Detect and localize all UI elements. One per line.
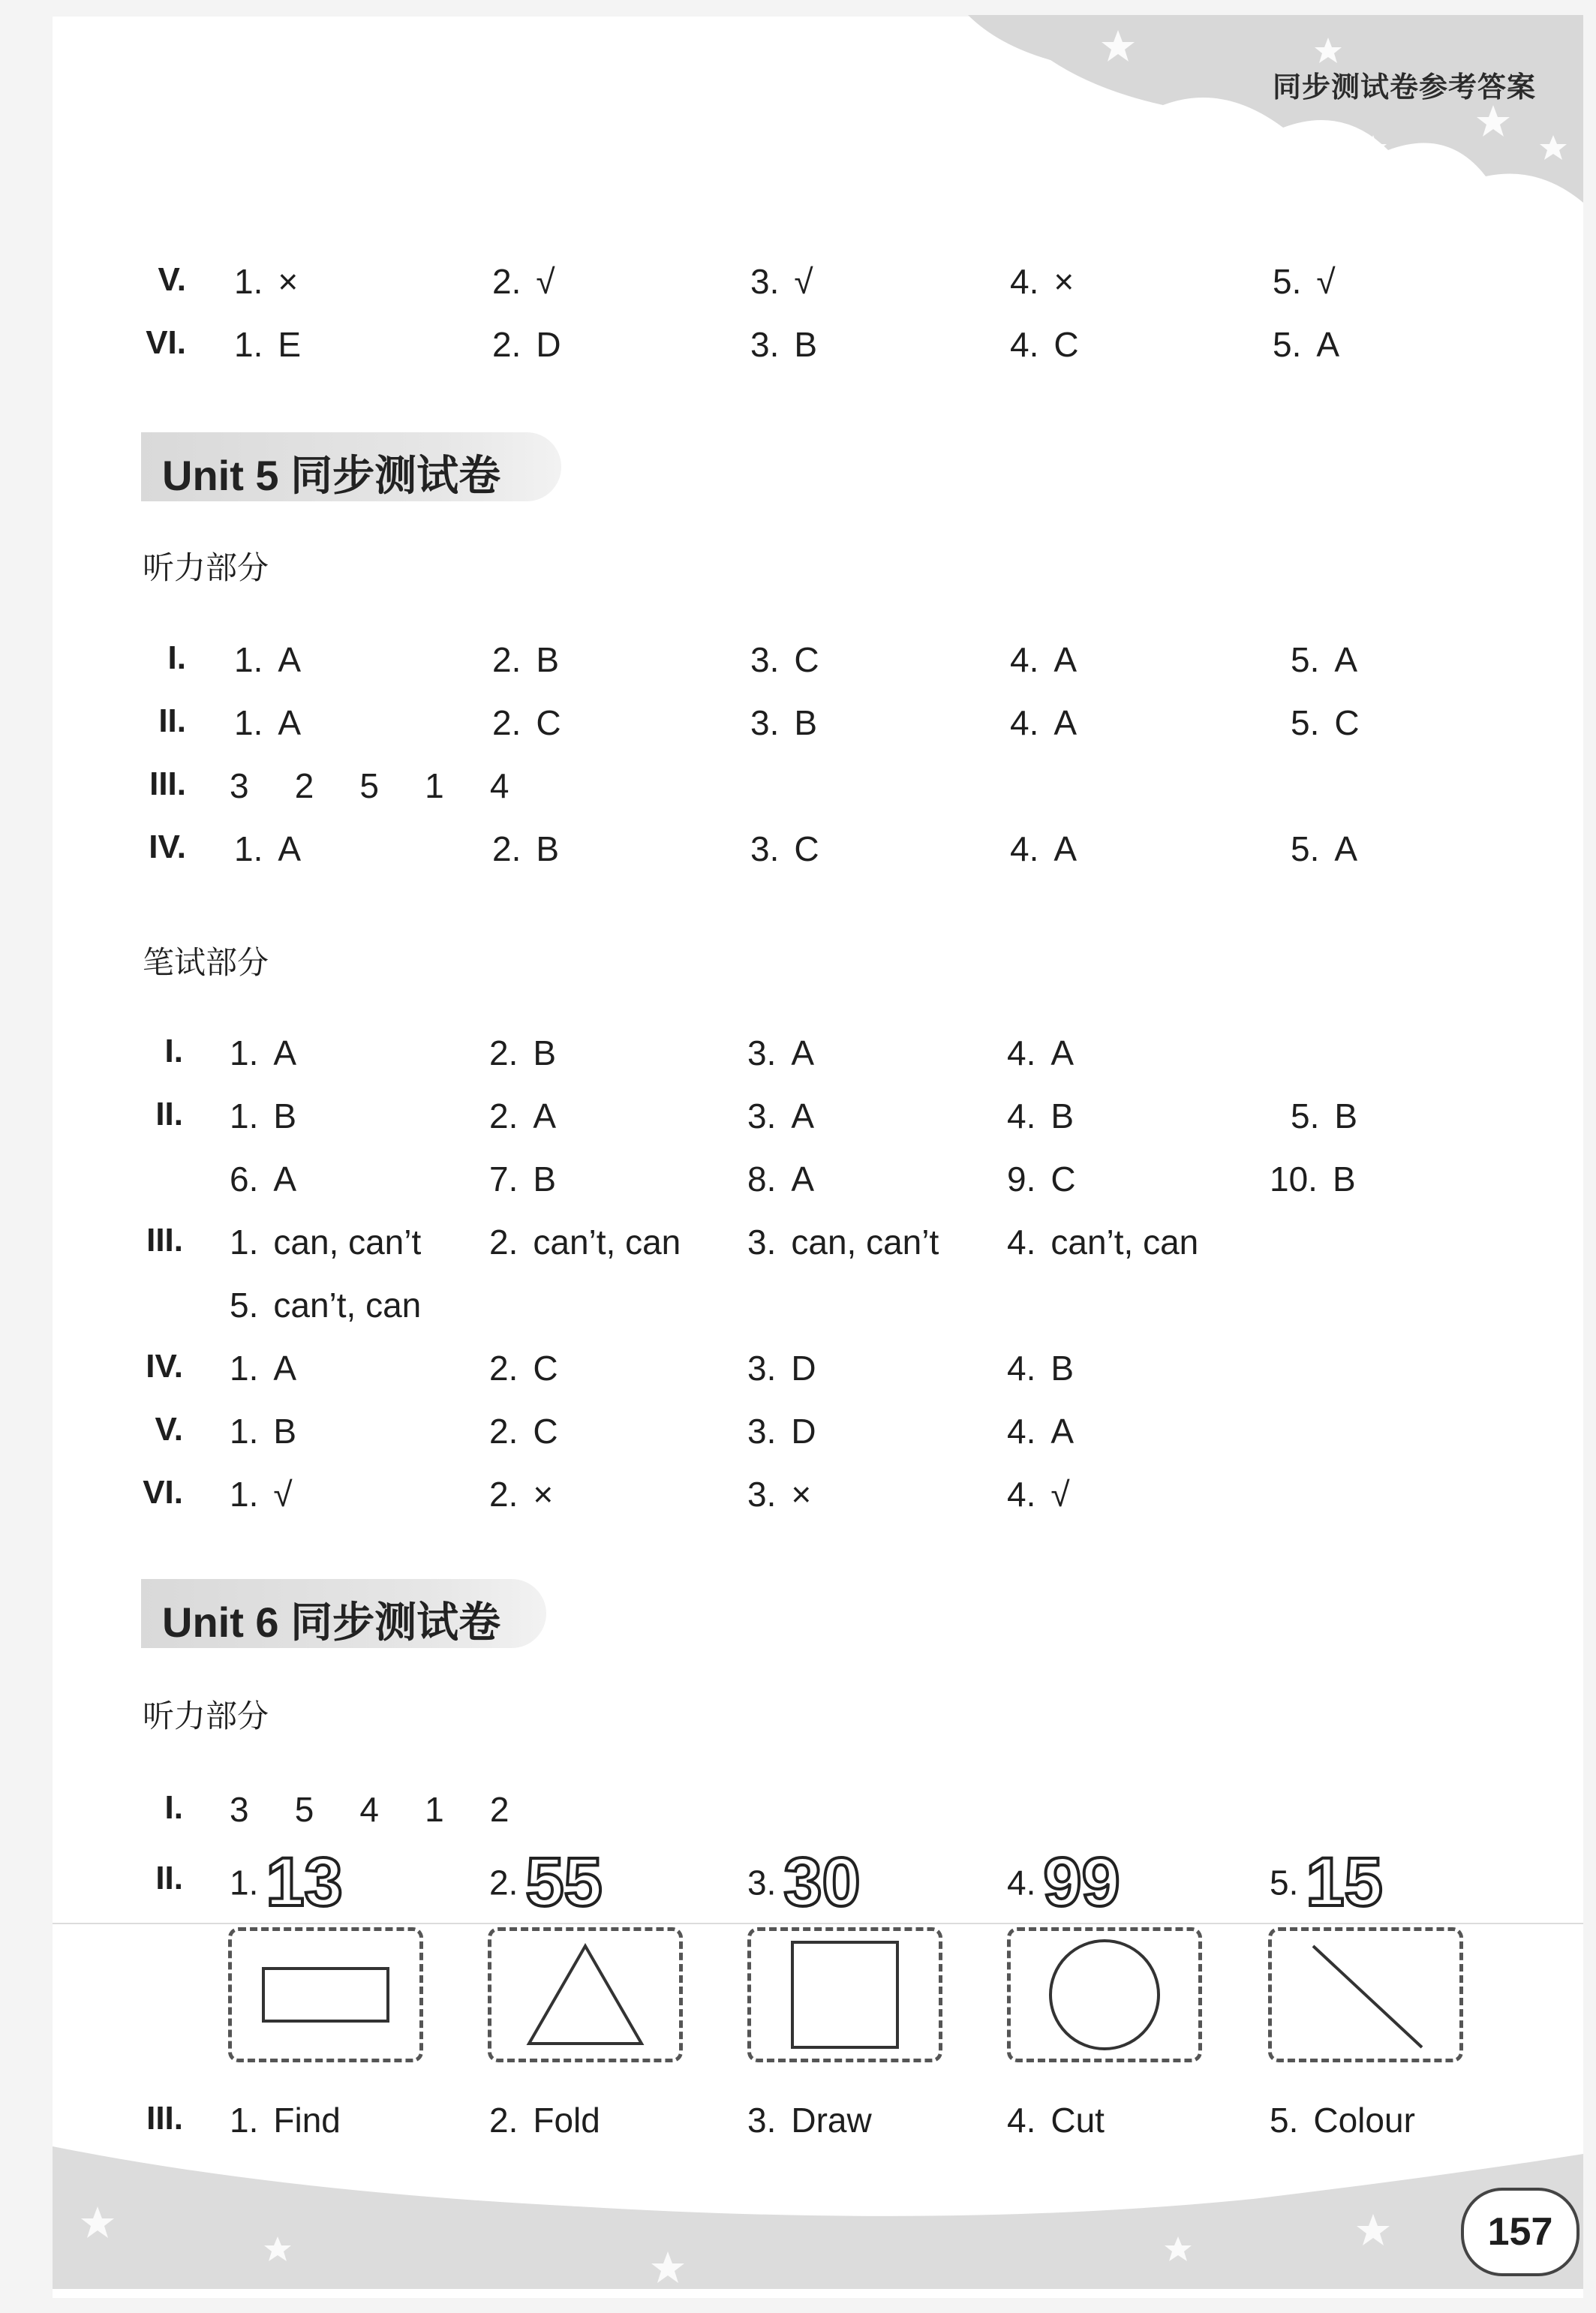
header-cloud-decoration — [968, 15, 1583, 203]
answer-item: 1. can, can’t — [230, 1223, 422, 1262]
answer-item: 4. √ — [1007, 1475, 1070, 1514]
answer-item: 5. B — [1291, 1096, 1358, 1135]
page-number-badge: 157 — [1461, 2188, 1579, 2276]
order-sequence: 3 2 5 1 4 — [230, 766, 511, 805]
answer-item: 1. Find — [230, 2101, 341, 2140]
answer-item: 4. A — [1007, 1033, 1075, 1072]
answer-item: 2. Fold — [489, 2101, 600, 2140]
number-row: II. 1. 13 2. 55 3. 30 4. 99 5. 15 — [155, 1844, 1383, 1920]
unit5-banner — [141, 432, 561, 501]
answer-row — [0, 1285, 1596, 1330]
answer-item: 3. × — [747, 1475, 812, 1514]
shape-box-triangle — [488, 1927, 683, 2062]
answer-item: 1. A — [234, 640, 302, 679]
shape-box-circle — [1007, 1927, 1202, 2062]
answer-item: 2. C — [492, 703, 561, 742]
answer-item: 1. A — [234, 703, 302, 742]
line-icon — [1272, 1931, 1459, 2059]
answer-item: 3. A — [747, 1096, 815, 1135]
answer-item: 2. A — [489, 1096, 557, 1135]
answer-item: 1. × — [234, 262, 299, 301]
divider-line — [53, 1923, 1583, 1924]
answer-item: 3. B — [750, 325, 818, 364]
answer-row-v — [0, 261, 1596, 306]
answer-row: III. 1. Find 2. Fold 3. Draw 4. Cut 5. Colour — [146, 2100, 1415, 2140]
triangle-icon — [491, 1931, 679, 2059]
answer-item: 1. A — [230, 1033, 297, 1072]
unit6-title: Unit 6 同步测试卷 — [162, 1599, 501, 1646]
number-item: 1. 13 — [230, 1844, 343, 1920]
answer-row: I. 3 5 4 1 2 — [164, 1789, 511, 1829]
shape-box-rectangle — [228, 1927, 423, 2062]
answer-item: 5. A — [1291, 829, 1358, 868]
answer-item: 3. D — [747, 1349, 816, 1388]
answer-item: 3. C — [750, 640, 819, 679]
answer-item: 2. B — [489, 1033, 557, 1072]
answer-item: 4. Cut — [1007, 2101, 1105, 2140]
answer-row: VI. 1. √ 2. × 3. × 4. √ — [143, 1474, 1070, 1514]
answer-item: 5. A — [1273, 325, 1340, 364]
answer-item: 1. E — [234, 325, 302, 364]
circle-icon — [1011, 1931, 1198, 2059]
unit5-writing-label: 笔试部分 — [143, 945, 269, 980]
answer-row: IV. 1. A 2. C 3. D 4. B — [146, 1348, 1075, 1388]
answer-item: 4. A — [1010, 640, 1078, 679]
answer-row-vi — [0, 324, 1596, 369]
answer-item: 9. C — [1007, 1160, 1076, 1199]
answer-item: 4. A — [1010, 829, 1078, 868]
answer-row: IV. 1. A 2. B 3. C 4. A 5. A — [149, 829, 1358, 868]
answer-item: 4. C — [1010, 325, 1079, 364]
answer-item: 3. D — [747, 1412, 816, 1451]
roman-numeral: VI. — [146, 324, 186, 361]
answer-item: 4. B — [1007, 1349, 1075, 1388]
answer-item: 2. can’t, can — [489, 1223, 681, 1262]
answer-item: 5. C — [1291, 703, 1360, 742]
answer-row: V. 1. B 2. C 3. D 4. A — [155, 1411, 1075, 1451]
unit5-title: Unit 5 同步测试卷 — [162, 452, 501, 499]
answer-item: 6. A — [230, 1160, 297, 1199]
answer-item: 4. can’t, can — [1007, 1223, 1199, 1262]
unit6-banner — [141, 1579, 546, 1648]
answer-item: 3. A — [747, 1033, 815, 1072]
answer-item: 5. can’t, can — [230, 1286, 422, 1325]
answer-item: 4. B — [1007, 1096, 1075, 1135]
unit5-listening-label: 听力部分 — [143, 550, 269, 585]
shape-box-square — [747, 1927, 942, 2062]
answer-item: 1. B — [230, 1096, 297, 1135]
number-item: 4. 99 — [1007, 1844, 1120, 1920]
answer-item: 5. √ — [1273, 262, 1336, 301]
roman-numeral: V. — [158, 261, 186, 298]
answer-item: 1. A — [230, 1349, 297, 1388]
answer-row — [0, 1159, 1596, 1204]
answer-item: 3. √ — [750, 262, 813, 301]
answer-item: 3. C — [750, 829, 819, 868]
number-item: 5. 15 — [1270, 1844, 1383, 1920]
answer-item: 1. A — [234, 829, 302, 868]
answer-item: 5. A — [1291, 640, 1358, 679]
header-title: 同步测试卷参考答案 — [1272, 72, 1536, 104]
answer-row: III. 3 2 5 1 4 — [149, 765, 511, 805]
number-item: 2. 55 — [489, 1844, 603, 1920]
answer-row: II. 1. A 2. C 3. B 4. A 5. C — [158, 702, 1360, 742]
answer-item: 3. B — [750, 703, 818, 742]
answer-row: I. 1. A 2. B 3. C 4. A 5. A — [167, 639, 1358, 679]
answer-item: 1. B — [230, 1412, 297, 1451]
answer-item: 2. B — [492, 829, 560, 868]
answer-item: 10. B — [1270, 1160, 1356, 1199]
shape-box-line — [1268, 1927, 1463, 2062]
answer-item: 3. Draw — [747, 2101, 872, 2140]
answer-item: 4. A — [1010, 703, 1078, 742]
answer-row: II. 1. B 2. A 3. A 4. B 5. B — [155, 1096, 1358, 1135]
answer-item: 3. can, can’t — [747, 1223, 939, 1262]
square-icon — [751, 1931, 939, 2059]
footer-wave-decoration — [53, 2146, 1583, 2289]
answer-row: I. 1. A 2. B 3. A 4. A — [164, 1033, 1075, 1072]
answer-item: 4. × — [1010, 262, 1075, 301]
order-sequence: 3 5 4 1 2 — [230, 1790, 511, 1829]
answer-item: 2. × — [489, 1475, 554, 1514]
answer-item: 8. A — [747, 1160, 815, 1199]
answer-item: 2. C — [489, 1349, 558, 1388]
answer-item: 5. Colour — [1270, 2101, 1415, 2140]
answer-item: 2. √ — [492, 262, 555, 301]
answer-item: 4. A — [1007, 1412, 1075, 1451]
answer-row: III. 1. can, can’t 2. can’t, can 3. can, can’t 4. can’t, can — [146, 1222, 1199, 1262]
unit6-listening-label: 听力部分 — [143, 1698, 269, 1734]
answer-item: 2. D — [492, 325, 561, 364]
answer-item: 2. B — [492, 640, 560, 679]
answer-item: 7. B — [489, 1160, 557, 1199]
number-item: 3. 30 — [747, 1844, 861, 1920]
rectangle-icon — [232, 1931, 419, 2059]
answer-item: 1. √ — [230, 1475, 293, 1514]
answer-item: 2. C — [489, 1412, 558, 1451]
